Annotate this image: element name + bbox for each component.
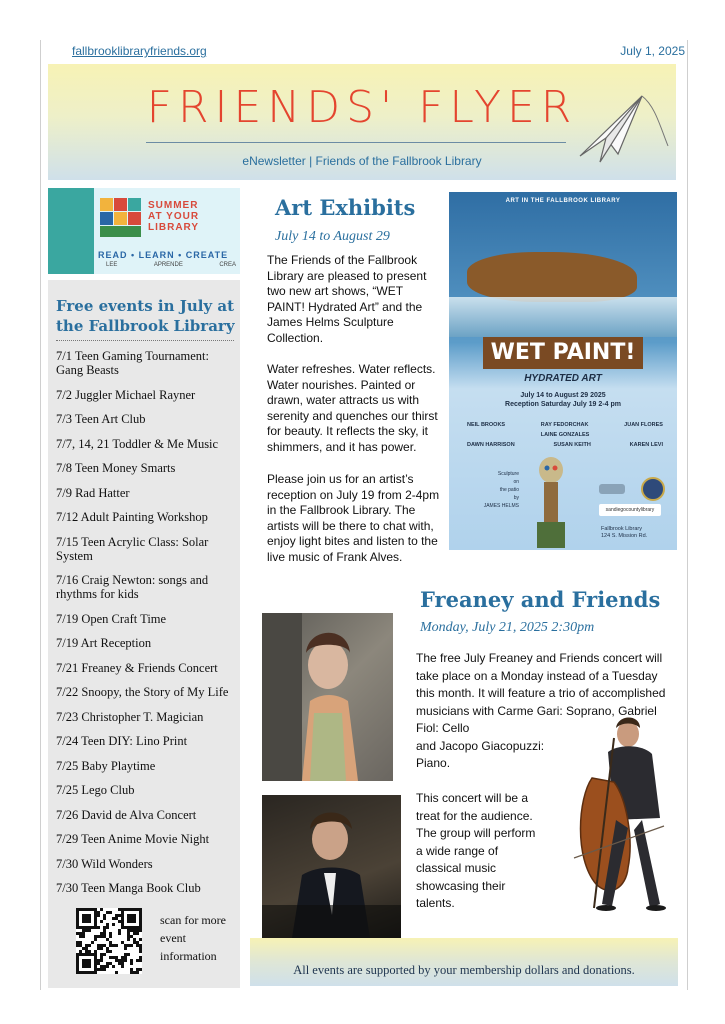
summer-line-2: AT YOUR xyxy=(148,211,200,222)
concert-paragraph-1a: The free July Freaney and Friends concert will take place on a Monday instead of a Tuesday this month. It will feature a trio of accomplished musicians with Carme Gari: Soprano, Gabriel Fiol: Cello xyxy=(416,651,666,735)
events-list xyxy=(56,349,236,906)
event-item: 7/23 Christopher T. Magician xyxy=(56,709,204,724)
poster-reception: Reception Saturday July 19 2-4 pm xyxy=(505,401,621,408)
event-item: 7/26 David de Alva Concert xyxy=(56,807,197,822)
event-item: 7/3 Teen Art Club xyxy=(56,412,146,426)
artist-name: KAREN LEVI xyxy=(629,442,663,448)
plant-icon xyxy=(100,198,142,238)
artist-name: SUSAN KEITH xyxy=(553,442,591,448)
event-item: 7/7, 14, 21 Toddler & Me Music xyxy=(56,436,219,451)
event-item: 7/29 Teen Anime Movie Night xyxy=(56,832,210,846)
wave-image xyxy=(449,297,677,337)
spanish-word: CREA xyxy=(219,262,236,268)
event-item: 7/9 Rad Hatter xyxy=(56,485,130,500)
title-divider xyxy=(146,142,566,143)
poster-subheadline: HYDRATED ART xyxy=(524,373,602,384)
event-item: 7/22 Snoopy, the Story of My Life xyxy=(56,685,229,699)
artist-name: LAINE GONZALES xyxy=(540,432,590,438)
artist-name: DAWN HARRISON xyxy=(467,442,515,448)
concert-heading: Freaney and Friends xyxy=(420,587,661,612)
artist-name: NEIL BROOKS xyxy=(467,422,506,428)
footer-text: All events are supported by your membership dollars and donations. xyxy=(293,963,635,977)
sculpture-icon xyxy=(531,456,571,548)
poster-dates xyxy=(449,391,677,409)
art-paragraph-2: Water refreshes. Water reflects. Water nourishes. Painted or drawn, water attracts us with serenity and quenches our thirst for beauty. It reflects the sky, it shimmers, and it has power. xyxy=(267,362,438,454)
tile-pattern xyxy=(48,188,94,274)
county-library-logo: sandiegocountylibrary xyxy=(599,504,661,516)
event-item: 7/24 Teen DIY: Lino Print xyxy=(56,734,188,748)
dotted-divider xyxy=(56,340,234,341)
soprano-photo xyxy=(262,613,393,781)
pianist-photo xyxy=(262,795,401,938)
summer-spanish-tagline xyxy=(106,262,236,268)
artist-row xyxy=(467,420,663,430)
spanish-word: APRENDE xyxy=(153,262,183,268)
artist-name: RAY FEDORCHAK xyxy=(540,422,589,428)
portrait-icon xyxy=(262,795,401,938)
art-exhibits-heading: Art Exhibits xyxy=(275,195,416,220)
address-line: Fallbrook Library xyxy=(601,526,642,532)
cellist-photo xyxy=(556,708,674,936)
qr-code-icon[interactable] xyxy=(76,908,142,974)
concert-paragraph-2: This concert will be a treat for the audience. The group will perform a wide range of classical music showcasing their talents. xyxy=(416,791,536,910)
sculpture-line: by xyxy=(513,495,519,501)
friends-logo xyxy=(599,484,625,494)
event-item: 7/21 Freaney & Friends Concert xyxy=(56,660,218,675)
poster-address xyxy=(601,526,647,540)
issue-date: July 1, 2025 xyxy=(620,44,685,58)
wet-paint-poster xyxy=(449,192,677,550)
event-item: 7/1 Teen Gaming Tournament: Gang Beasts xyxy=(56,349,209,377)
summer-tagline: READ • LEARN • CREATE xyxy=(98,250,229,260)
events-title: Free events in July at the Fallbrook Library xyxy=(56,297,235,335)
event-item: 7/8 Teen Money Smarts xyxy=(56,461,176,475)
poster-top-label: ART IN THE FALLBROOK LIBRARY xyxy=(505,198,621,204)
art-paragraph-1: The Friends of the Fallbrook Library are pleased to present two new art shows, “WET PAINT! Hydrated Art” and the James Helms Sculpture Collection. xyxy=(267,253,427,345)
poster-artists xyxy=(467,420,663,450)
art-exhibits-date: July 14 to August 29 xyxy=(275,229,390,244)
summer-heading xyxy=(148,200,199,233)
event-item: 7/16 Craig Newton: songs and rhythms for kids xyxy=(56,573,209,601)
address-line: 124 S. Mission Rd. xyxy=(601,533,648,539)
sculpture-line: on xyxy=(513,479,519,485)
artist-row xyxy=(467,430,663,440)
event-item: 7/25 Baby Playtime xyxy=(56,758,156,773)
newsletter-title: FRIENDS' FLYER xyxy=(146,82,578,133)
artist-name: JUAN FLORES xyxy=(624,422,663,428)
poster-date-range: July 14 to August 29 2025 xyxy=(520,392,606,399)
artist-row xyxy=(467,440,663,450)
concert-date: Monday, July 21, 2025 2:30pm xyxy=(420,620,595,635)
art-paragraph-3: Please join us for an artist’s reception on July 19 from 2-4pm in the Fallbrook Library. The artists will be there to chat with, enjoy light bites and listen to the live music of Frank Alves. xyxy=(267,472,440,564)
sculpture-line: JAMES HELMS xyxy=(483,503,519,509)
sculpture-line: the patio xyxy=(499,487,519,493)
event-item: 7/19 Open Craft Time xyxy=(56,611,167,626)
concert-paragraph-1b: and Jacopo Giacopuzzi: Piano. xyxy=(416,738,545,770)
poster-headline: WET PAINT! xyxy=(483,337,643,369)
sculpture-credit xyxy=(479,470,519,510)
newsletter-subtitle: eNewsletter | Friends of the Fallbrook Library xyxy=(242,154,482,168)
county-seal-icon xyxy=(641,477,665,501)
header-banner xyxy=(48,64,676,180)
event-item: 7/19 Art Reception xyxy=(56,636,152,650)
spanish-word: LEE xyxy=(106,262,118,268)
event-item: 7/12 Adult Painting Workshop xyxy=(56,510,208,524)
footer-banner xyxy=(250,938,678,986)
event-item: 7/25 Lego Club xyxy=(56,783,135,797)
paper-plane-icon xyxy=(560,86,670,176)
summer-line-3: LIBRARY xyxy=(148,222,200,233)
event-item: 7/15 Teen Acrylic Class: Solar System xyxy=(56,534,209,563)
portrait-icon xyxy=(262,613,393,781)
site-link[interactable]: fallbrooklibraryfriends.org xyxy=(72,44,207,58)
event-item: 7/2 Juggler Michael Rayner xyxy=(56,387,196,402)
event-item: 7/30 Teen Manga Book Club xyxy=(56,881,201,895)
scan-instructions: scan for more event information xyxy=(160,913,226,963)
summer-at-your-library-logo xyxy=(48,188,240,274)
sculpture-line: Sculpture xyxy=(497,471,519,477)
rock-image xyxy=(467,252,637,302)
summer-line-1: SUMMER xyxy=(148,200,199,211)
event-item: 7/30 Wild Wonders xyxy=(56,856,153,871)
